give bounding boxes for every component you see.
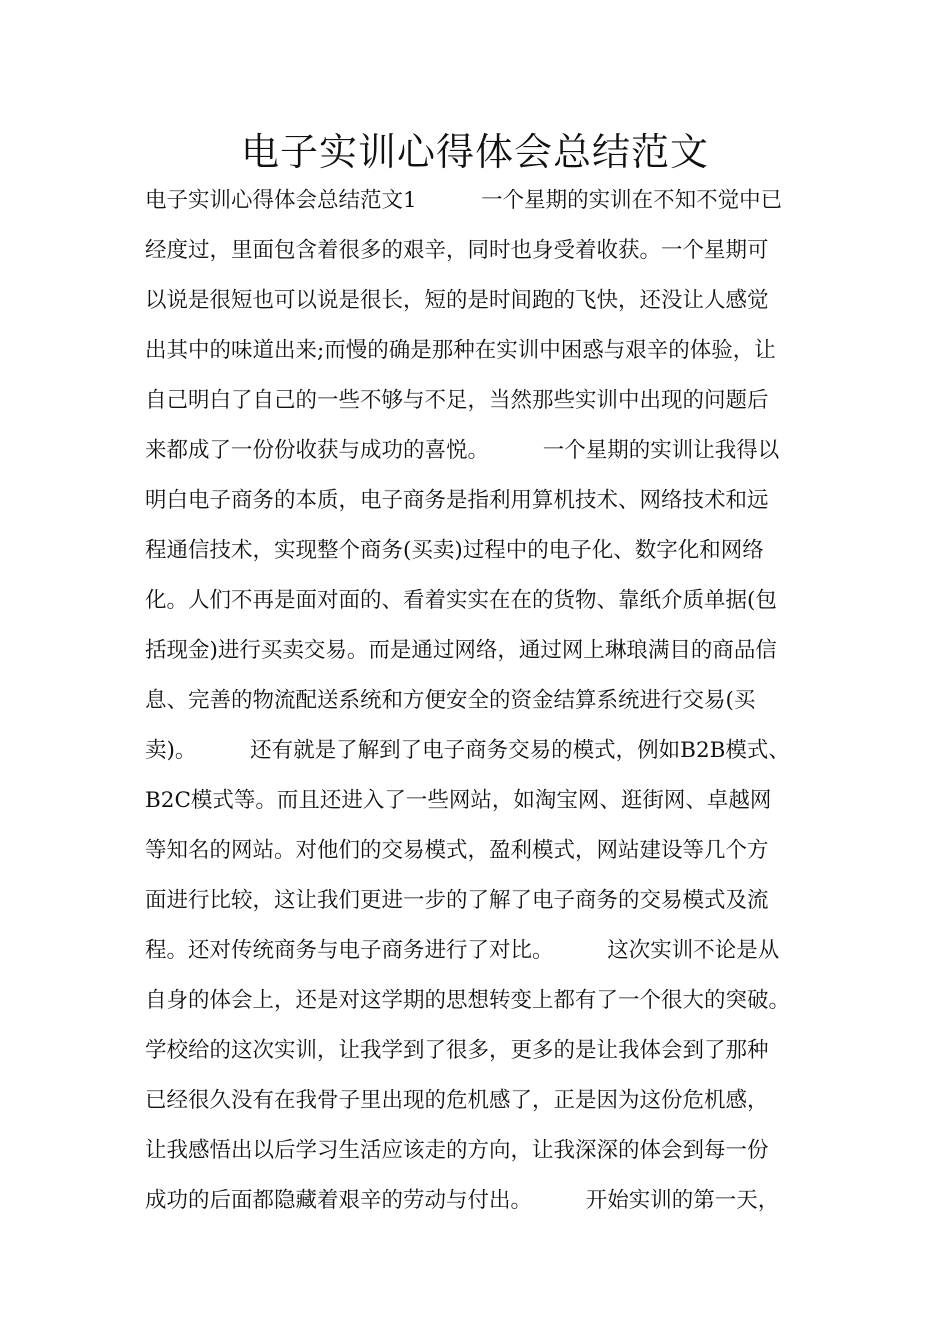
body-line: 成功的后面都隐藏着艰辛的劳动与付出。 开始实训的第一天，	[145, 1188, 780, 1213]
body-line: 面进行比较，这让我们更进一步的了解了电子商务的交易模式及流	[145, 888, 769, 913]
document-title: 电子实训心得体会总结范文	[240, 130, 709, 174]
body-line: 已经很久没有在我骨子里出现的危机感了，正是因为这份危机感，	[145, 1088, 769, 1113]
body-line: 学校给的这次实训，让我学到了很多，更多的是让我体会到了那种	[145, 1038, 769, 1063]
body-line: 经度过，里面包含着很多的艰辛，同时也身受着收获。一个星期可	[145, 238, 769, 263]
body-line: 程。还对传统商务与电子商务进行了对比。 这次实训不论是从	[145, 938, 780, 963]
body-line: 明白电子商务的本质，电子商务是指利用算机技术、网络技术和远	[145, 488, 769, 513]
body-line: 息、完善的物流配送系统和方便安全的资金结算系统进行交易(买	[145, 688, 756, 713]
body-line: 出其中的味道出来;而慢的确是那种在实训中困惑与艰辛的体验，让	[145, 338, 776, 363]
body-line: 卖)。 还有就是了解到了电子商务交易的模式，例如B2B模式、	[145, 738, 790, 763]
body-line: 来都成了一份份收获与成功的喜悦。 一个星期的实训让我得以	[145, 438, 780, 463]
body-line: B2C模式等。而且还进入了一些网站，如淘宝网、逛街网、卓越网	[145, 788, 772, 813]
document-body	[145, 178, 845, 1228]
body-line: 化。人们不再是面对面的、看着实实在在的货物、靠纸介质单据(包	[145, 588, 777, 613]
body-line: 括现金)进行买卖交易。而是通过网络，通过网上琳琅满目的商品信	[145, 638, 777, 663]
body-line: 等知名的网站。对他们的交易模式，盈利模式，网站建设等几个方	[145, 838, 769, 863]
body-line: 以说是很短也可以说是很长，短的是时间跑的飞快，还没让人感觉	[145, 288, 769, 313]
body-line: 程通信技术，实现整个商务(买卖)过程中的电子化、数字化和网络	[145, 538, 764, 563]
body-line: 电子实训心得体会总结范文1 一个星期的实训在不知不觉中已	[145, 188, 783, 213]
body-line: 自己明白了自己的一些不够与不足，当然那些实训中出现的问题后	[145, 388, 769, 413]
body-line: 自身的体会上，还是对这学期的思想转变上都有了一个很大的突破。	[145, 988, 791, 1013]
body-line: 让我感悟出以后学习生活应该走的方向，让我深深的体会到每一份	[145, 1138, 769, 1163]
